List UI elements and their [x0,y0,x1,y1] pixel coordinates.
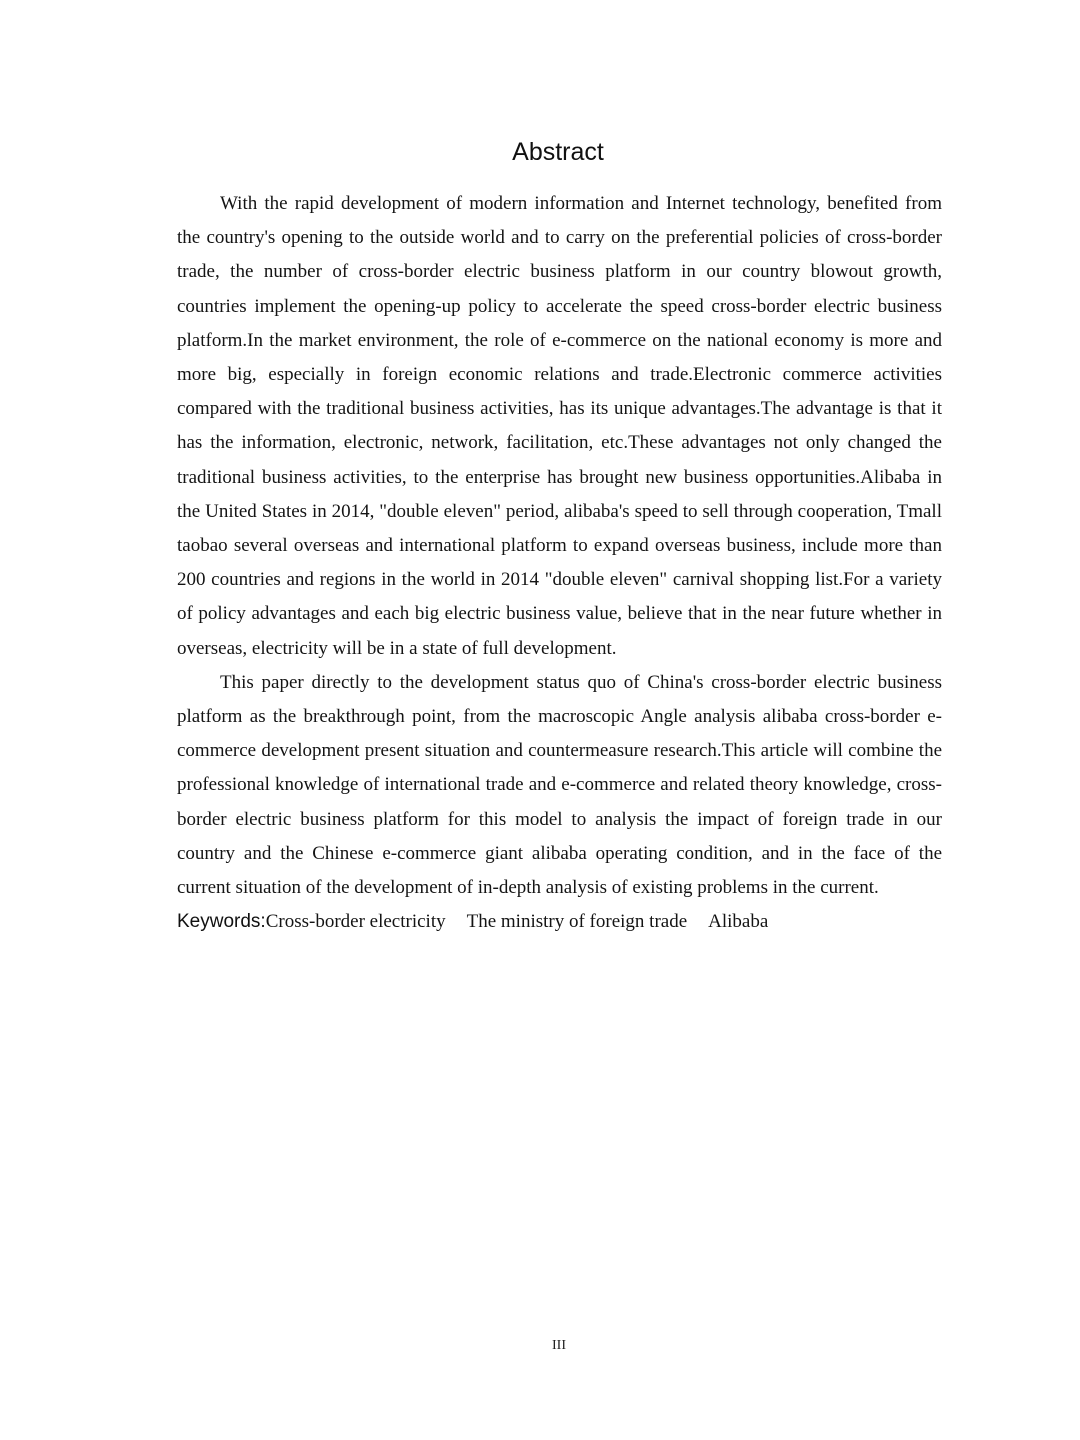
page-number: III [552,1338,566,1353]
keyword-item: Cross-border electricity [265,911,446,933]
keywords-line [177,905,942,939]
keyword-item: Alibaba [708,911,769,933]
keywords-label: Keywords: [177,911,266,933]
keyword-item: The ministry of foreign trade [466,911,688,933]
abstract-body [177,187,942,939]
abstract-title: Abstract [512,138,604,166]
abstract-paragraph-2: This paper directly to the development status quo of China's cross-border electric business platform as the breakthrough point, from the macroscopic Angle analysis alibaba cross-border e-commerce development present situation and countermeasure research.This article will combine the professional knowledge of international trade and e-commerce and related theory knowledge, cross-border electric business platform for this model to analysis the impact of foreign trade in our country and the Chinese e-commerce giant alibaba operating condition, and in the face of the current situation of the development of in-depth analysis of existing problems in the current. [177,671,942,899]
abstract-paragraph-1: With the rapid development of modern information and Internet technology, benefited from the country's opening to the outside world and to carry on the preferential policies of cross-border trade, the number of cross-border electric business platform in our country blowout growth, countries implement the opening-up policy to accelerate the speed cross-border electric business platform.In the market environment, the role of e-commerce on the national economy is more and more big, especially in foreign economic relations and trade.Electronic commerce activities compared with the traditional business activities, has its unique advantages.The advantage is that it has the information, electronic, network, facilitation, etc.These advantages not only changed the traditional business activities, to the enterprise has brought new business opportunities.Alibaba in the United States in 2014, "double eleven" period, alibaba's speed to sell through cooperation, Tmall taobao several overseas and international platform to expand overseas business, include more than 200 countries and regions in the world in 2014 "double eleven" carnival shopping list.For a variety of policy advantages and each big electric business value, believe that in the near future whether in overseas, electricity will be in a state of full development. [177,193,942,659]
